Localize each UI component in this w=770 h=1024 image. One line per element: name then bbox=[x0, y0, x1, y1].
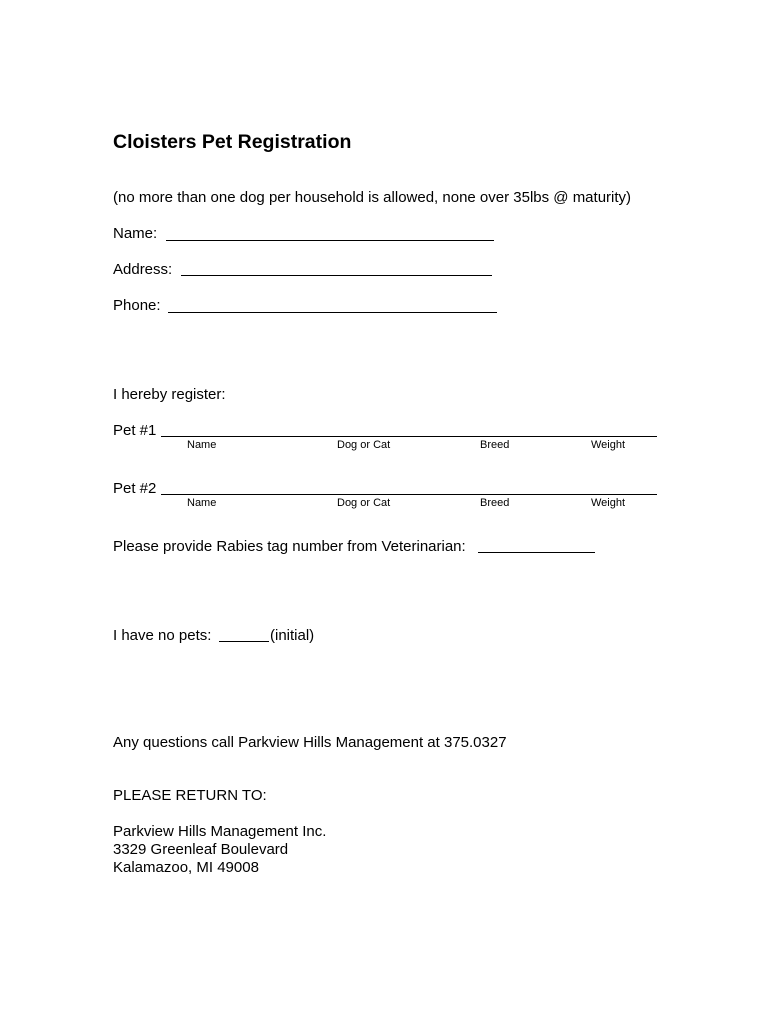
phone-label: Phone: bbox=[113, 297, 161, 314]
questions-contact: Any questions call Parkview Hills Management at 375.0327 bbox=[113, 734, 507, 751]
form-title: Cloisters Pet Registration bbox=[113, 131, 352, 153]
pet-1-col-weight: Weight bbox=[591, 439, 626, 451]
return-address-line-3: Kalamazoo, MI 49008 bbox=[113, 859, 259, 876]
register-heading: I hereby register: bbox=[113, 386, 226, 403]
no-pets-label: I have no pets: bbox=[113, 627, 212, 644]
no-pets-initial-field[interactable] bbox=[219, 641, 269, 642]
rabies-label: Please provide Rabies tag number from Veterinarian: bbox=[113, 538, 466, 555]
phone-field[interactable] bbox=[168, 312, 497, 313]
rabies-tag-field[interactable] bbox=[478, 552, 595, 553]
return-heading: PLEASE RETURN TO: bbox=[113, 787, 267, 804]
no-pets-initial-suffix: (initial) bbox=[270, 627, 315, 644]
pet-2-col-breed: Breed bbox=[480, 497, 510, 509]
name-label: Name: bbox=[113, 225, 158, 242]
pet-1-field[interactable] bbox=[161, 436, 657, 437]
name-field[interactable] bbox=[166, 240, 494, 241]
pet-2-label: Pet #2 bbox=[113, 480, 157, 497]
pet-1-col-name: Name bbox=[187, 439, 217, 451]
return-address-line-2: 3329 Greenleaf Boulevard bbox=[113, 841, 289, 858]
pet-1-col-type: Dog or Cat bbox=[337, 439, 391, 451]
pet-2-col-weight: Weight bbox=[591, 497, 626, 509]
household-restriction-note: (no more than one dog per household is allowed, none over 35lbs @ maturity) bbox=[113, 189, 632, 206]
pet-1-col-breed: Breed bbox=[480, 439, 510, 451]
pet-2-field[interactable] bbox=[161, 494, 657, 495]
pet-2-col-name: Name bbox=[187, 497, 217, 509]
return-address-line-1: Parkview Hills Management Inc. bbox=[113, 823, 327, 840]
pet-2-col-type: Dog or Cat bbox=[337, 497, 391, 509]
address-field[interactable] bbox=[181, 275, 492, 276]
pet-1-label: Pet #1 bbox=[113, 422, 157, 439]
address-label: Address: bbox=[113, 261, 173, 278]
